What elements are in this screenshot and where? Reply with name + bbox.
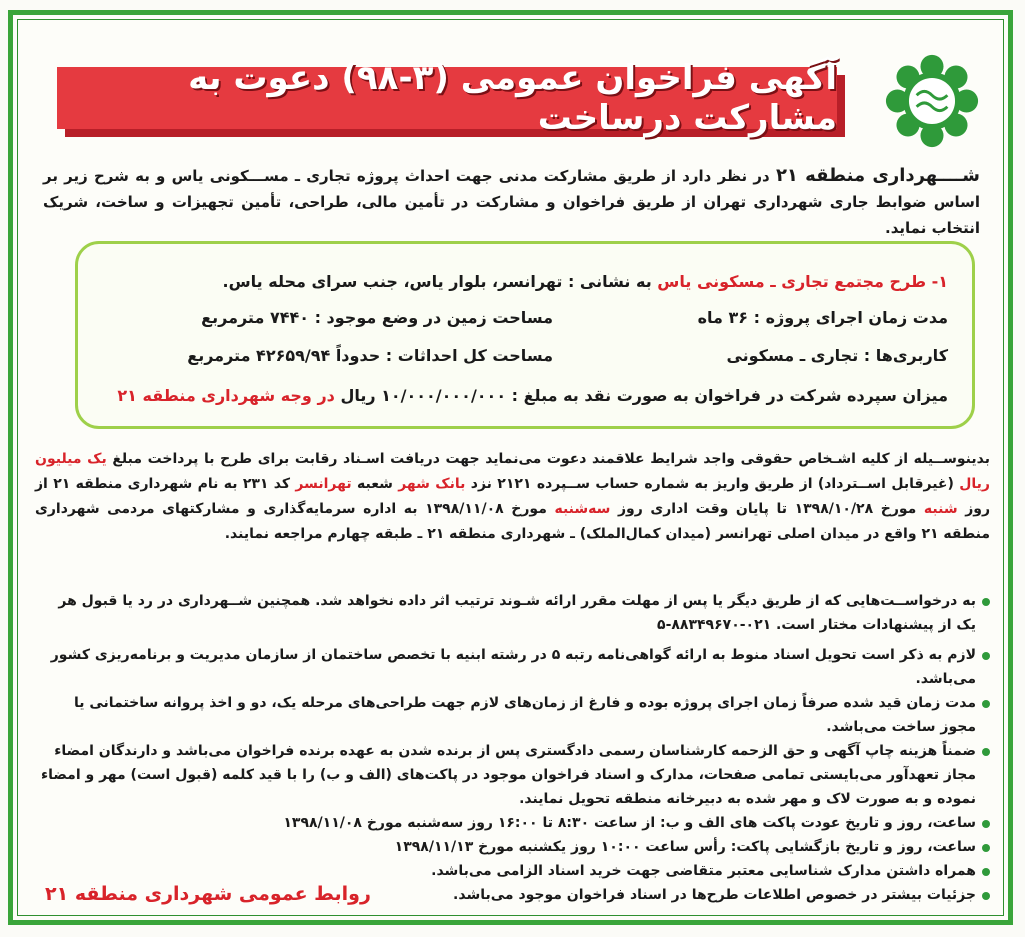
built-area-field [187, 342, 553, 370]
duration-value: ۳۶ ماه [697, 308, 749, 327]
list-item [35, 691, 990, 739]
project-title: ۱- طرح مجتمع تجاری ـ مسکونی یاس [657, 272, 948, 291]
deposit-row [102, 382, 948, 410]
public-relations-signature: روابط عمومی شهرداری منطقه ۲۱ [45, 883, 371, 905]
list-item-text: مدت زمان قید شده صرفاً زمان اجرای پروژه بوده و فارغ از زمان‌های لازم جهت طراحی‌های مرحله یک، دو و اخذ پروانه ساختمانی یا مجوز ساخت می‌باشد. [74, 695, 976, 735]
document-fee: یک میلیون ریال [35, 451, 990, 492]
land-area-label: مساحت زمین در وضع موجود : [309, 308, 553, 327]
usage-label: کاربری‌ها : [858, 346, 948, 365]
list-item [35, 739, 990, 811]
bullet-dot-icon [982, 820, 990, 828]
intro-paragraph [43, 163, 980, 241]
end-day: سه‌شنبه [554, 501, 611, 517]
built-area-value: حدوداً ۴۲۶۵۹/۹۴ مترمربع [187, 346, 381, 365]
project-title-row [102, 268, 948, 296]
deposit-value: ۱۰/۰۰۰/۰۰۰/۰۰۰ ریال [334, 386, 507, 405]
bullet-dot-icon [982, 700, 990, 708]
banner-title: آگهی فراخوان عمومی (۳-۹۸) دعوت به مشارکت درساخت [188, 58, 837, 138]
body-text-3: شعبه [351, 476, 399, 492]
list-item [35, 811, 990, 835]
bullet-dot-icon [982, 598, 990, 606]
conditions-list [35, 589, 990, 907]
list-item [35, 835, 990, 859]
land-area-field [201, 304, 553, 332]
list-item-text: ضمناً هزینه چاپ آگهی و حق الزحمه کارشناسان رسمی دادگستری پس از برنده شدن به عهده برنده فراخوان می‌باشد و دارندگان امضاء مجاز تعهدآور می‌بایستی تمامی صفحات، مدارک و اسناد فراخوان موجود در پاکت‌های (الف و ب) را با قید کلمه (قبول است) مهر و امضاء نموده و به صورت لاک و مهر شده به دبیرخانه منطقه تحویل نمایند. [40, 743, 976, 807]
list-item-text: ساعت، روز و تاریخ بازگشایی پاکت: رأس ساعت ۱۰:۰۰ روز یکشنبه مورخ ۱۳۹۸/۱۱/۱۳ [394, 839, 976, 855]
bank-name: بانک شهر [398, 476, 466, 492]
body-text-2: (غیرقابل اســترداد) از طریق واریز به شماره حساب ســپرده ۲۱۲۱ نزد [465, 476, 960, 492]
list-item [35, 643, 990, 691]
list-item [35, 859, 990, 883]
body-text-4: کد ۲۳۱ به نام شهرداری منطقه ۲۱ از روز [35, 476, 991, 517]
address-label: به نشانی : [562, 272, 658, 291]
duration-field [698, 304, 948, 332]
invitation-paragraph [35, 447, 990, 547]
bullet-dot-icon [982, 868, 990, 876]
body-text-5: مورخ ۱۳۹۸/۱۰/۲۸ تا پایان وقت اداری روز [610, 501, 924, 517]
ad-frame [8, 10, 1013, 925]
usage-built-row [102, 342, 948, 370]
body-text-6: مورخ ۱۳۹۸/۱۱/۰۸ به اداره سرمایه‌گذاری و مشارکتهای مردمی شهرداری منطقه ۲۱ واقع در میدان اصلی تهرانسر (میدان کمال‌الملک) ـ شهرداری منطقه ۲۱ ـ طبقه چهارم مراجعه نمایند. [35, 501, 990, 542]
duration-label: مدت زمان اجرای پروژه : [748, 308, 948, 327]
bank-branch: تهرانسر [295, 476, 352, 492]
tehran-municipality-logo-icon [884, 53, 980, 149]
bullet-dot-icon [982, 892, 990, 900]
list-item-text: به درخواســت‌هایی که از طریق دیگر یا پس از مهلت مقرر ارائه شـوند ترتیب اثر داده نخواهد شد. همچنین شــهرداری در رد یا قبول هر یک از پیشنهادات مختار است. ۰۲۱-۸۸۳۴۹۶۷۰-۵ [58, 593, 976, 633]
list-item-text: جزئیات بیشتر در خصوص اطلاعات طرح‌ها در اسناد فراخوان موجود می‌باشد. [453, 887, 976, 903]
bullet-dot-icon [982, 652, 990, 660]
duration-area-row [102, 304, 948, 332]
ad-content [13, 15, 1008, 920]
project-address: تهرانسر، بلوار یاس، جنب سرای محله یاس. [222, 272, 563, 291]
usage-value: تجاری ـ مسکونی [726, 346, 859, 365]
bullet-dot-icon [982, 844, 990, 852]
intro-text: در نظر دارد از طریق مشارکت مدنی جهت احداث پروژه تجاری ـ مســـکونی یاس و به شرح زیر بر اساس ضوابط جاری شهرداری تهران از طریق فراخوان و مشارکت در تأمین مالی، طراحی، تأمین تجهیزات و ساخت، شریک انتخاب نماید. [43, 167, 980, 237]
list-item-text: ساعت، روز و تاریخ عودت پاکت های الف و ب: از ساعت ۸:۳۰ تا ۱۶:۰۰ روز سه‌شنبه مورخ ۱۳۹۸/۱۱/۰۸ [283, 815, 976, 831]
deposit-payee: در وجه شهرداری منطقه ۲۱ [117, 386, 335, 405]
project-details-box [75, 241, 975, 429]
list-item [35, 589, 990, 637]
usage-field [726, 342, 948, 370]
list-item-text: همراه داشتن مدارک شناسایی معتبر متقاضی جهت خرید اسناد الزامی می‌باشد. [431, 863, 976, 879]
title-banner [57, 58, 837, 138]
intro-lead: شــــهرداری منطقه ۲۱ [775, 165, 981, 186]
land-area-value: ۷۴۴۰ مترمربع [201, 308, 309, 327]
built-area-label: مساحت کل احداثات : [380, 346, 553, 365]
start-day: شنبه [923, 501, 958, 517]
list-item-text: لازم به ذکر است تحویل اسناد منوط به ارائه گواهی‌نامه رتبه ۵ در رشته ابنیه با تخصص ساختمان از سازمان مدیریت و برنامه‌ریزی کشور می‌باشد. [50, 647, 976, 687]
bullet-dot-icon [982, 748, 990, 756]
deposit-label: میزان سپرده شرکت در فراخوان به صورت نقد به مبلغ : [506, 386, 948, 405]
body-text-1: بدینوســیله از کلیه اشـخاص حقوقی واجد شرایط علاقمند دعوت می‌نماید جهت دریافت اسـناد رقابت برای طرح با پرداخت مبلغ [106, 451, 990, 467]
